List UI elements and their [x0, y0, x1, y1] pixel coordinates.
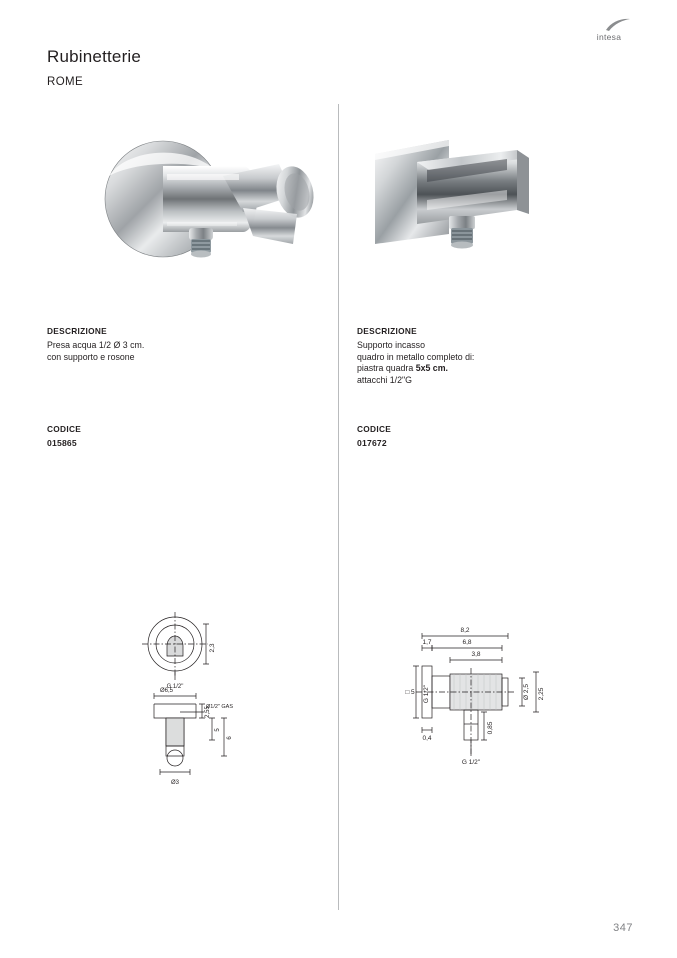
dim-label: 6,8 [462, 639, 472, 646]
description-line: attacchi 1/2"G [357, 374, 412, 385]
code-block-right [357, 424, 647, 448]
column-divider [338, 104, 339, 910]
description-line: con supporto e rosone [47, 351, 135, 362]
description-block-right [357, 326, 647, 386]
dim-label: 2,3 [209, 643, 216, 653]
dim-label: 6 [227, 736, 233, 740]
dim-label: 8,2 [460, 627, 470, 634]
swoosh-icon [605, 18, 631, 32]
description-block-left [47, 326, 337, 363]
dim-label: Ø3 [170, 780, 180, 786]
dim-label: 2,55 [205, 706, 211, 718]
description-label: DESCRIZIONE [357, 326, 418, 336]
dim-label: □ 5 [405, 689, 415, 696]
dim-label: Ø6,5 [160, 688, 174, 694]
dim-label: G 1/2" [461, 759, 481, 766]
description-bold: 5x5 cm. [415, 363, 448, 374]
dim-label: 2,25 [538, 687, 545, 701]
dim-label: Ø1/2" GAS [206, 704, 234, 710]
description-line: Presa acqua 1/2 Ø 3 cm. [47, 340, 145, 350]
brand-logo-text: intesa [596, 32, 622, 42]
dim-label: 0,4 [422, 735, 432, 742]
dim-label: G 1/2" [423, 684, 430, 704]
description-text [47, 340, 337, 363]
description-label: DESCRIZIONE [47, 326, 108, 336]
dim-label: Ø 2,5 [523, 684, 530, 700]
code-value: 017672 [357, 438, 387, 448]
dim-label: 5 [215, 728, 221, 732]
square-shower-outlet-holder-photo [357, 104, 647, 304]
code-label: CODICE [357, 424, 392, 434]
round-shower-outlet-holder-photo [47, 104, 337, 304]
description-line: quadro in metallo completo di: [357, 351, 475, 362]
dim-label: 3,8 [471, 651, 481, 658]
dim-label: 0,85 [487, 721, 494, 735]
product-column-left [47, 104, 337, 448]
dim-label: G 1/2" [166, 684, 184, 690]
description-line-with-bold [357, 363, 647, 375]
round-wall-outlet-technical-drawing [120, 612, 320, 812]
square-wall-outlet-technical-drawing [380, 612, 610, 792]
description-text [357, 340, 647, 386]
code-value: 015865 [47, 438, 77, 448]
page-number: 347 [613, 922, 633, 934]
code-block-left [47, 424, 337, 448]
brand-logo [585, 18, 633, 52]
page-title: Rubinetterie [47, 47, 142, 66]
page-subtitle: ROME [47, 76, 84, 88]
description-line-prefix: piastra quadra [357, 363, 416, 374]
code-label: CODICE [47, 424, 82, 434]
description-line: Supporto incasso [357, 340, 425, 350]
product-column-right [357, 104, 647, 448]
dim-label: 1,7 [422, 639, 432, 646]
